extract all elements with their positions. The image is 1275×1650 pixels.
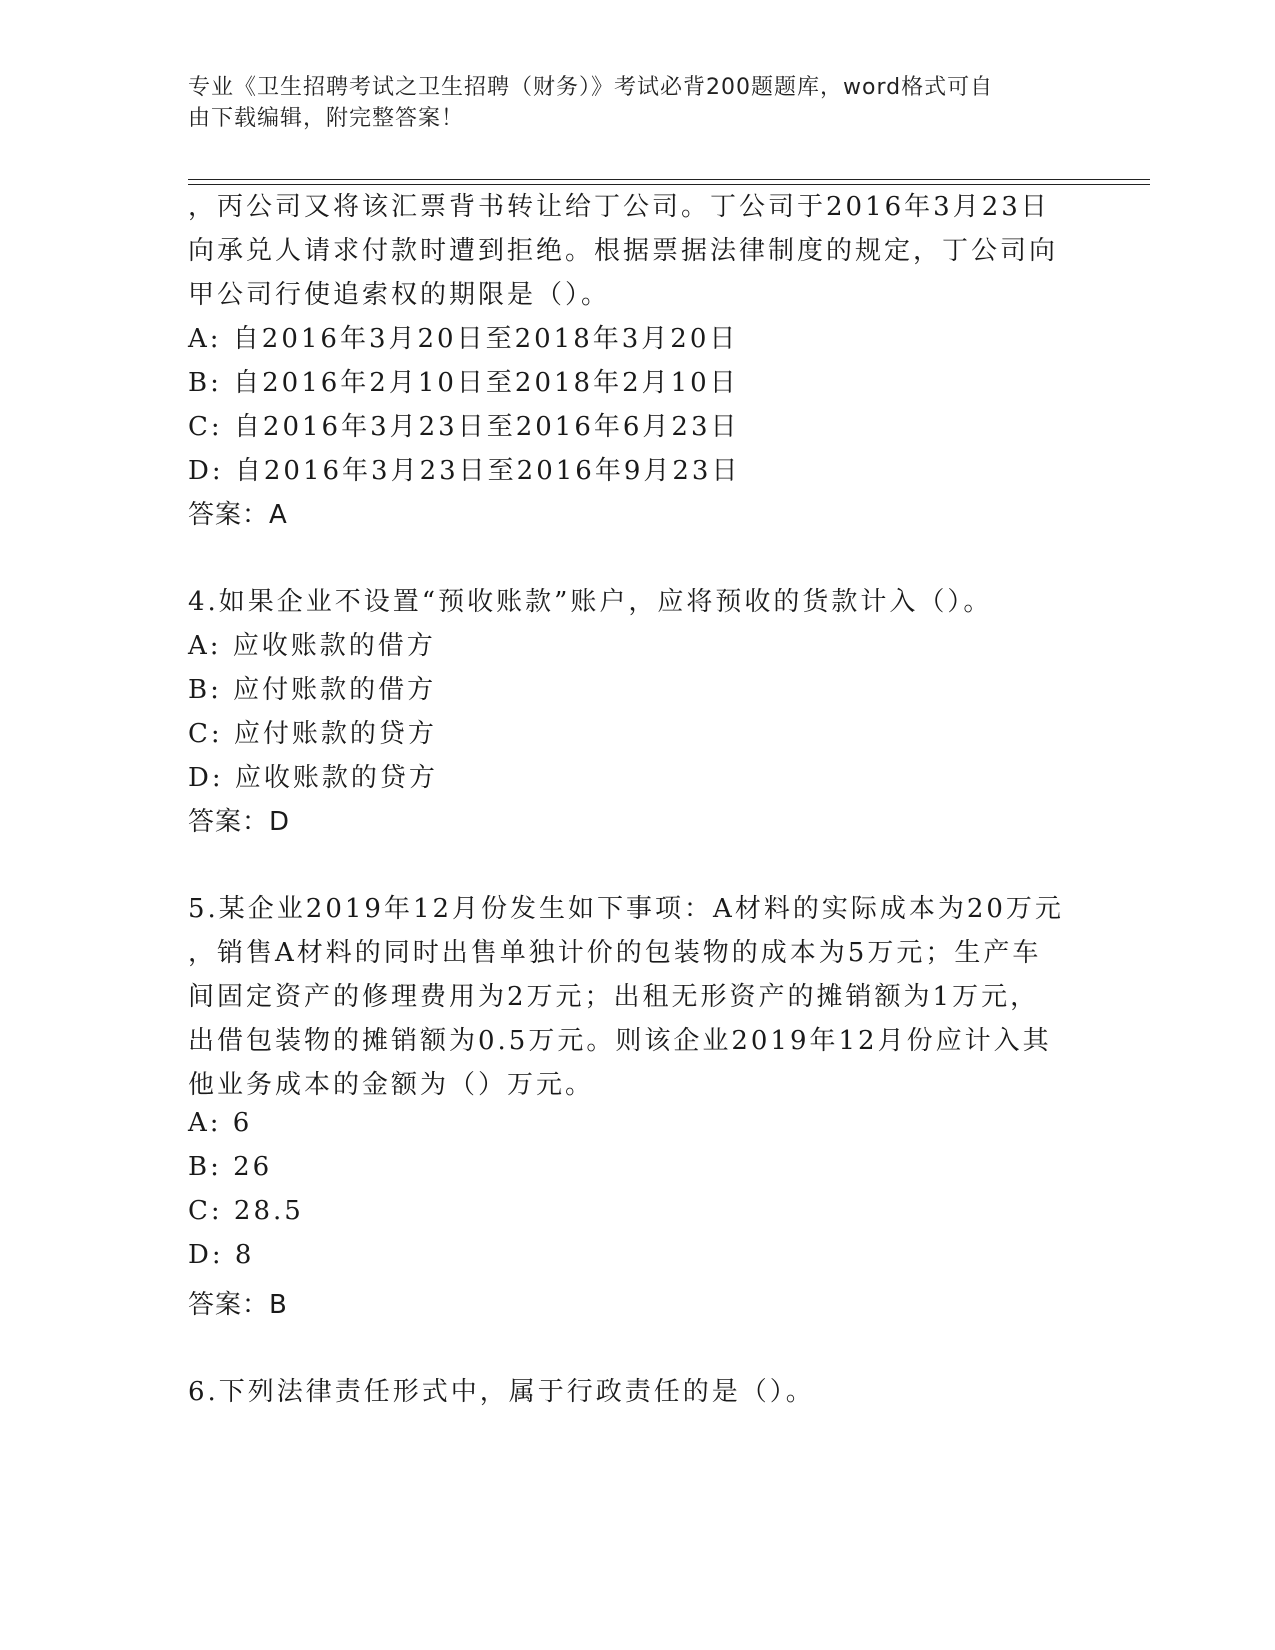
option-c: C: 应付账款的贷方: [188, 719, 437, 749]
answer-label: 答案：B: [188, 1290, 288, 1320]
question-stem-line: ，销售A材料的同时出售单独计价的包装物的成本为5万元；生产车: [188, 938, 1042, 968]
header-line-1: 专业《卫生招聘考试之卫生招聘（财务）》考试必背200题题库，word格式可自: [188, 75, 994, 100]
document-header: [188, 72, 1068, 134]
header-rule-top: [188, 179, 1150, 180]
question-stem-line: 5.某企业2019年12月份发生如下事项：A材料的实际成本为20万元: [188, 894, 1064, 924]
option-c: C: 28.5: [188, 1196, 304, 1226]
option-a: A: 自2016年3月20日至2018年3月20日: [188, 324, 739, 354]
answer-label: 答案：A: [188, 500, 288, 530]
option-d: D: 应收账款的贷方: [188, 763, 438, 793]
question-stem-line: 间固定资产的修理费用为2万元；出租无形资产的摊销额为1万元，: [188, 982, 1040, 1012]
option-b: B: 26: [188, 1152, 273, 1182]
answer-label: 答案：D: [188, 807, 291, 837]
option-b: B: 自2016年2月10日至2018年2月10日: [188, 368, 739, 398]
option-a: A: 应收账款的借方: [188, 631, 436, 661]
question-stem-line: 他业务成本的金额为（）万元。: [188, 1070, 595, 1100]
option-d: D: 自2016年3月23日至2016年9月23日: [188, 456, 741, 486]
option-b: B: 应付账款的借方: [188, 675, 437, 705]
option-c: C: 自2016年3月23日至2016年6月23日: [188, 412, 740, 442]
question-stem-line: 4.如果企业不设置“预收账款”账户，应将预收的货款计入（）。: [188, 587, 993, 617]
header-line-2: 由下载编辑，附完整答案！: [188, 106, 465, 131]
question-stem-line: 向承兑人请求付款时遭到拒绝。根据票据法律制度的规定，丁公司向: [188, 236, 1059, 266]
question-stem-line: 6.下列法律责任形式中，属于行政责任的是（）。: [188, 1377, 815, 1407]
header-rule-bottom: [188, 184, 1150, 185]
question-stem-line: 甲公司行使追索权的期限是（）。: [188, 280, 611, 310]
question-stem-line: ，丙公司又将该汇票背书转让给丁公司。丁公司于2016年3月23日: [188, 192, 1050, 222]
option-a: A: 6: [188, 1108, 253, 1138]
question-stem-line: 出借包装物的摊销额为0.5万元。则该企业2019年12月份应计入其: [188, 1026, 1052, 1056]
option-d: D: 8: [188, 1240, 255, 1270]
